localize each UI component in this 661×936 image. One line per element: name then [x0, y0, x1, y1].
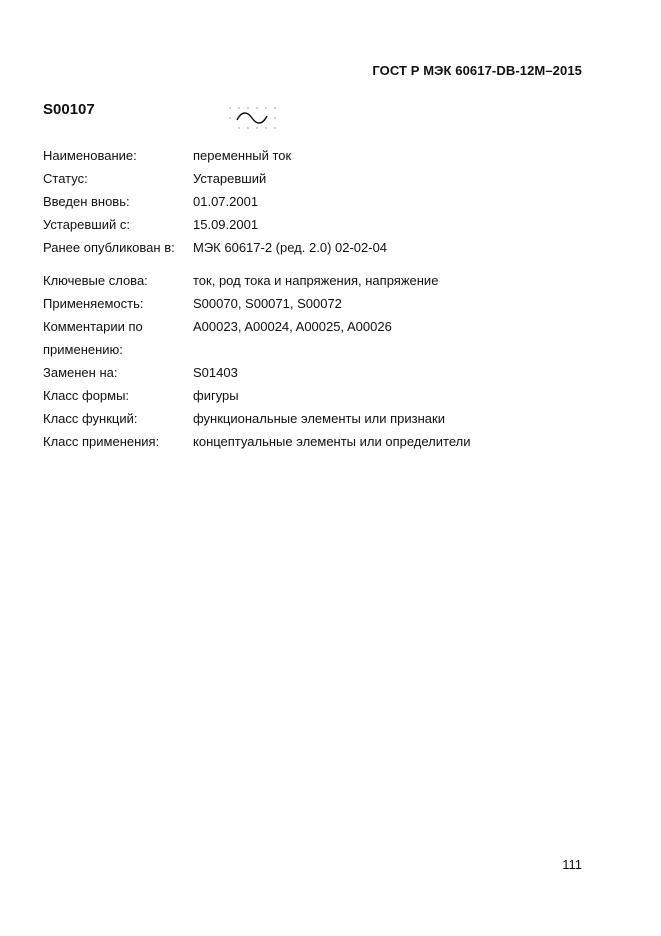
field-row-shape-class — [43, 384, 471, 407]
field-row-function-class — [43, 407, 471, 430]
field-row-previously-published — [43, 236, 471, 259]
field-label: Класс формы: — [43, 388, 130, 403]
alternating-current-tilde-icon — [228, 103, 280, 133]
field-label: Ключевые слова: — [43, 273, 148, 288]
field-label: Введен вновь: — [43, 194, 130, 209]
field-label: Комментарии по — [43, 319, 143, 334]
field-label: Класс применения: — [43, 434, 160, 449]
field-label: применению: — [43, 342, 123, 357]
field-value: концептуальные элементы или определители — [193, 434, 471, 449]
field-row-keywords — [43, 269, 471, 292]
field-row-name — [43, 144, 471, 167]
field-value: переменный ток — [193, 148, 292, 163]
field-label: Ранее опубликован в: — [43, 240, 175, 255]
field-value: функциональные элементы или признаки — [193, 411, 445, 426]
field-value: S01403 — [193, 365, 238, 380]
field-value: S00070, S00071, S00072 — [193, 296, 342, 311]
page-number: 111 — [562, 857, 582, 872]
field-label: Класс функций: — [43, 411, 138, 426]
field-row-application-class — [43, 430, 471, 453]
field-row-obsolete-since — [43, 213, 471, 236]
field-row-introduced — [43, 190, 471, 213]
field-row-replaced-by — [43, 361, 471, 384]
field-value: фигуры — [193, 388, 239, 403]
field-value: A00023, A00024, A00025, A00026 — [193, 319, 392, 334]
symbol-attributes-list — [43, 144, 471, 453]
field-row-application-notes-continued — [43, 338, 471, 361]
document-standard-header: ГОСТ Р МЭК 60617-DB-12M–2015 — [372, 63, 582, 78]
field-row-status — [43, 167, 471, 190]
field-row-application-notes — [43, 315, 471, 338]
field-row-applicability — [43, 292, 471, 315]
field-label: Устаревший с: — [43, 217, 130, 232]
field-value: ток, род тока и напряжения, напряжение — [193, 273, 439, 288]
field-value: МЭК 60617-2 (ред. 2.0) 02-02-04 — [193, 240, 388, 255]
field-label: Статус: — [43, 171, 88, 186]
field-label: Заменен на: — [43, 365, 118, 380]
field-value: 15.09.2001 — [193, 217, 259, 232]
field-label: Наименование: — [43, 148, 137, 163]
symbol-code: S00107 — [43, 101, 95, 118]
field-value: Устаревший — [193, 171, 267, 186]
field-value: 01.07.2001 — [193, 194, 259, 209]
field-label: Применяемость: — [43, 296, 144, 311]
